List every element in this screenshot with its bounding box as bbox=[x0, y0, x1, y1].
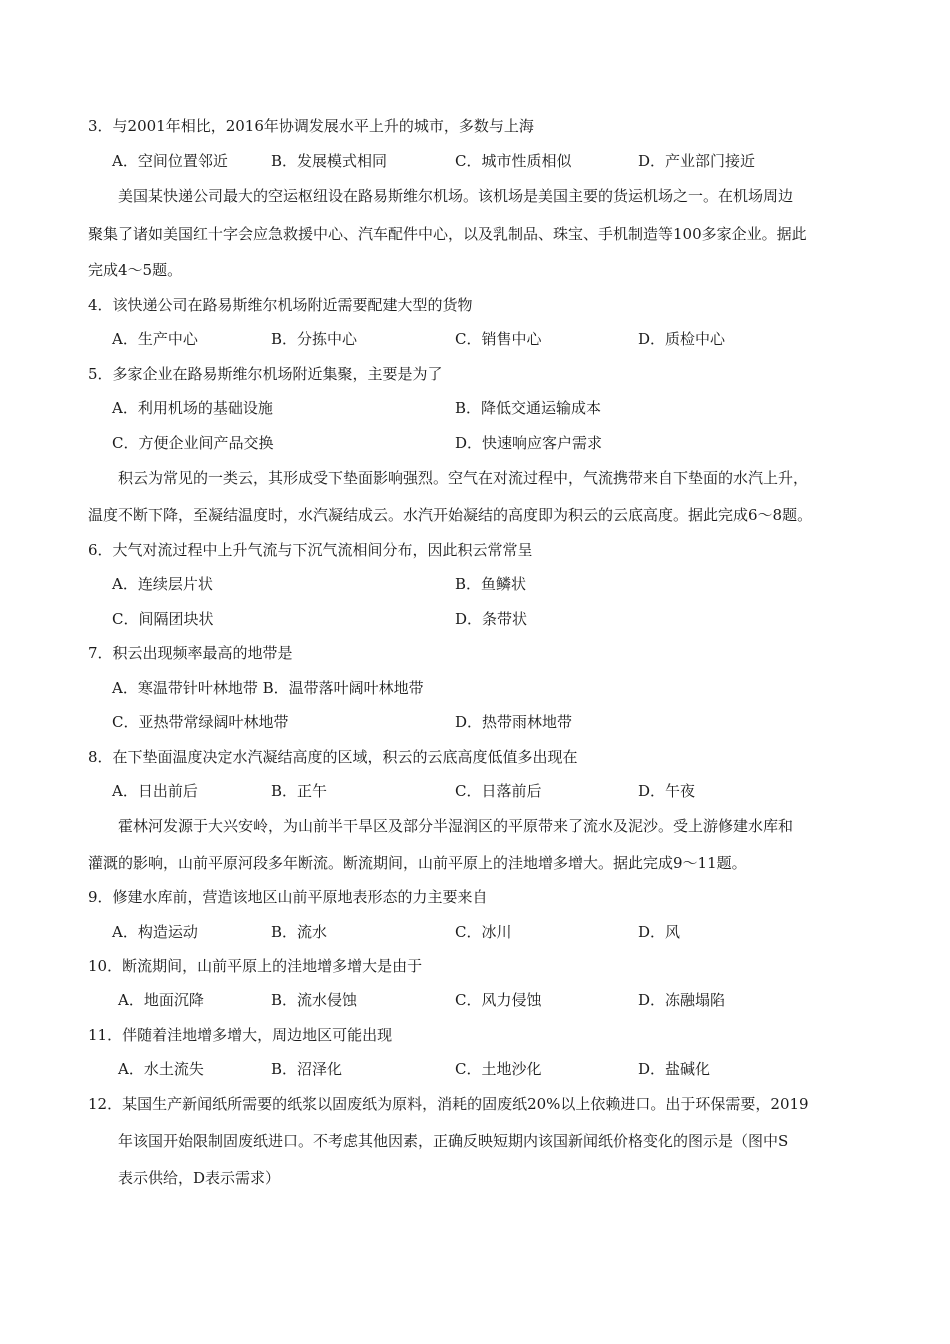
question-5-options-row-1 bbox=[0, 396, 950, 420]
option-b: B．流水 bbox=[271, 923, 328, 941]
passage-2-line-1: 积云为常见的一类云，其形成受下垫面影响强烈。空气在对流过程中，气流携带来自下垫面的水汽上升， bbox=[118, 469, 809, 487]
option-a: A．空间位置邻近 bbox=[112, 152, 228, 170]
option-b: B．正午 bbox=[271, 782, 328, 800]
option-d: D．冻融塌陷 bbox=[638, 991, 726, 1009]
question-5-options-row-2 bbox=[0, 431, 950, 455]
question-8-options bbox=[0, 779, 950, 803]
passage-1-line-2: 聚集了诸如美国红十字会应急救援中心、汽车配件中心，以及乳制品、珠宝、手机制造等100多家企业。据此 bbox=[88, 225, 807, 243]
question-6-stem: 6．大气对流过程中上升气流与下沉气流相间分布，因此积云常常呈 bbox=[88, 541, 533, 559]
option-c: C．亚热带常绿阔叶林地带 bbox=[112, 713, 289, 731]
option-b: B．流水侵蚀 bbox=[271, 991, 358, 1009]
option-c: C．冰川 bbox=[455, 923, 512, 941]
question-12-stem-line-2: 年该国开始限制固废纸进口。不考虑其他因素，正确反映短期内该国新闻纸价格变化的图示是（图中S bbox=[118, 1132, 789, 1150]
option-d: D．午夜 bbox=[638, 782, 696, 800]
passage-2-line-2: 温度不断下降，至凝结温度时，水汽凝结成云。水汽开始凝结的高度即为积云的云底高度。据此完成6～8题。 bbox=[88, 506, 813, 524]
question-10-stem: 10．断流期间，山前平原上的洼地增多增大是由于 bbox=[88, 957, 423, 975]
option-a-b: A．寒温带针叶林地带 B．温带落叶阔叶林地带 bbox=[112, 679, 424, 697]
question-5-stem: 5．多家企业在路易斯维尔机场附近集聚，主要是为了 bbox=[88, 365, 443, 383]
option-d: D．风 bbox=[638, 923, 681, 941]
passage-3-line-1: 霍林河发源于大兴安岭，为山前半干旱区及部分半湿润区的平原带来了流水及泥沙。受上游修建水库和 bbox=[118, 817, 794, 835]
question-9-options bbox=[0, 920, 950, 944]
option-d: D．产业部门接近 bbox=[638, 152, 756, 170]
question-8-stem: 8．在下垫面温度决定水汽凝结高度的区域，积云的云底高度低值多出现在 bbox=[88, 748, 578, 766]
option-b: B．发展模式相同 bbox=[271, 152, 388, 170]
question-7-options-row-1 bbox=[0, 676, 950, 700]
question-3-options bbox=[0, 149, 950, 173]
question-6-options-row-1 bbox=[0, 572, 950, 596]
passage-1-line-1: 美国某快递公司最大的空运枢纽设在路易斯维尔机场。该机场是美国主要的货运机场之一。在机场周边 bbox=[118, 187, 794, 205]
question-4-options bbox=[0, 327, 950, 351]
question-7-stem: 7．积云出现频率最高的地带是 bbox=[88, 644, 293, 662]
option-c: C．销售中心 bbox=[455, 330, 542, 348]
option-c: C．城市性质相似 bbox=[455, 152, 572, 170]
question-7-options-row-2 bbox=[0, 710, 950, 734]
question-12-stem-line-1: 12．某国生产新闻纸所需要的纸浆以固废纸为原料，消耗的固废纸20%以上依赖进口。出于环保需要，2019 bbox=[88, 1095, 809, 1113]
option-a: A．连续层片状 bbox=[112, 575, 213, 593]
option-c: C．土地沙化 bbox=[455, 1060, 542, 1078]
option-a: A．利用机场的基础设施 bbox=[112, 399, 273, 417]
option-a: A．水土流失 bbox=[118, 1060, 204, 1078]
question-3-stem: 3．与2001年相比，2016年协调发展水平上升的城市，多数与上海 bbox=[88, 117, 534, 135]
question-11-options bbox=[0, 1057, 950, 1081]
option-b: B．沼泽化 bbox=[271, 1060, 343, 1078]
option-b: B．分拣中心 bbox=[271, 330, 358, 348]
question-6-options-row-2 bbox=[0, 607, 950, 631]
option-a: A．构造运动 bbox=[112, 923, 198, 941]
option-b: B．降低交通运输成本 bbox=[455, 399, 602, 417]
option-d: D．盐碱化 bbox=[638, 1060, 711, 1078]
question-12-stem-line-3: 表示供给，D表示需求） bbox=[118, 1169, 281, 1187]
option-c: C．间隔团块状 bbox=[112, 610, 214, 628]
option-c: C．方便企业间产品交换 bbox=[112, 434, 274, 452]
passage-3-line-2: 灌溉的影响，山前平原河段多年断流。断流期间，山前平原上的洼地增多增大。据此完成9～11题。 bbox=[88, 854, 747, 872]
option-d: D．快速响应客户需求 bbox=[455, 434, 603, 452]
passage-1-line-3: 完成4～5题。 bbox=[88, 261, 183, 279]
option-a: A．日出前后 bbox=[112, 782, 198, 800]
option-b: B．鱼鳞状 bbox=[455, 575, 527, 593]
question-11-stem: 11．伴随着洼地增多增大，周边地区可能出现 bbox=[88, 1026, 393, 1044]
option-d: D．质检中心 bbox=[638, 330, 726, 348]
option-d: D．热带雨林地带 bbox=[455, 713, 573, 731]
option-a: A．地面沉降 bbox=[118, 991, 204, 1009]
option-a: A．生产中心 bbox=[112, 330, 198, 348]
option-c: C．风力侵蚀 bbox=[455, 991, 542, 1009]
option-d: D．条带状 bbox=[455, 610, 528, 628]
question-4-stem: 4．该快递公司在路易斯维尔机场附近需要配建大型的货物 bbox=[88, 296, 473, 314]
question-9-stem: 9．修建水库前，营造该地区山前平原地表形态的力主要来自 bbox=[88, 888, 488, 906]
question-10-options bbox=[0, 988, 950, 1012]
option-c: C．日落前后 bbox=[455, 782, 542, 800]
